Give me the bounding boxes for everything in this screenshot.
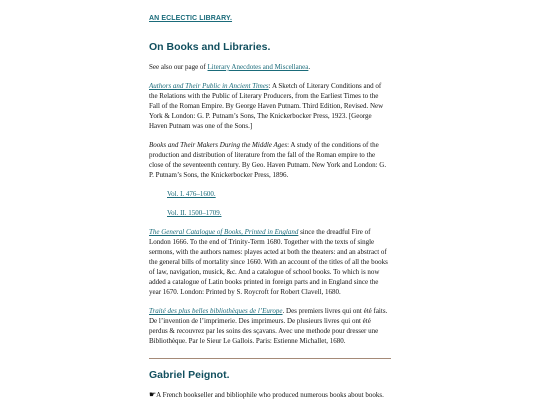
section-title: On Books and Libraries. <box>149 41 271 53</box>
see-also-suffix: . <box>308 63 311 71</box>
book-entry-traite <box>149 306 391 346</box>
book-link-authors-public[interactable] <box>149 82 269 90</box>
book-description-traite: . Des premiers livres qui ont été faits. De l’invention de l’imprimerie. Des imprimeurs. De plusieurs livres qui ont été perdus & recouvrez par les soins des sçavans. Avec une methode pour dresser une Bibliothèque. Par le Sieur Le Gallois. Paris: Estienne Michallet, 1680. <box>149 307 388 345</box>
book-description-general-catalogue: since the dreadful Fire of London 1666. To the end of Trinity-Term 1680. Together with the texts of single sermons, with the authors names: playes acted at both the theaters: and an abstract of the general bills of mortality since 1660. With an account of the titles of all the books of law, navigation, musick, &c. And a catalogue of school books. To which is now added a catalogue of Latin books printed in foreign parts and in England since the year 1670. London: Printed by S. Roycroft for Robert Clavell, 1680. <box>149 228 388 296</box>
book-entry-books-makers <box>149 140 391 180</box>
site-home-link[interactable]: AN ECLECTIC LIBRARY. <box>149 15 233 22</box>
volume-2-link[interactable]: Vol. II. 1500–1709. <box>167 209 222 217</box>
person-bio-text: A French bookseller and bibliophile who produced numerous books about books. <box>156 391 384 399</box>
book-description-authors-public: : A Sketch of Literary Conditions and of the Relations with the Public of Literary Producers, from the Earliest Times to the Fall of the Roman Empire. By George Haven Putnam. Third Edition, Revised. New York & London: G. P. Putnam’s Sons, The Knickerbocker Press, 1923. [George Haven Putnam was one of the Sons.] <box>149 82 384 130</box>
book-link-traite[interactable] <box>149 307 283 315</box>
person-heading: Gabriel Peignot. <box>149 369 230 381</box>
book-title-traite: Traité des plus belles bibliothèques de l’Europe <box>149 307 283 315</box>
book-title-authors-public: Authors and Their Public in Ancient Times <box>149 82 269 90</box>
book-entry-authors-public <box>149 81 391 131</box>
volume-item <box>167 189 391 199</box>
see-also-prefix: See also our page of <box>149 63 208 71</box>
see-also-link[interactable]: Literary Anecdotes and Miscellanea <box>207 63 309 71</box>
book-description-books-makers: : A study of the conditions of the production and distribution of literature from the fall of the Roman empire to the close of the seventeenth century. By Geo. Haven Putnam. New York and London: G. P. Putnam’s Sons, the Knickerbocker Press, 1896. <box>149 141 387 179</box>
content-column <box>149 7 391 400</box>
book-title-books-makers: Books and Their Makers During the Middle Ages <box>149 141 288 149</box>
pointing-hand-icon: ☛ <box>149 390 157 399</box>
book-entry-general-catalogue <box>149 227 391 297</box>
see-also-paragraph <box>149 62 391 72</box>
book-title-general-catalogue: The General Catalogue of Books, Printed in England <box>149 228 299 236</box>
volume-item <box>167 208 391 218</box>
person-bio <box>149 390 391 400</box>
book-link-general-catalogue[interactable] <box>149 228 298 236</box>
volume-1-link[interactable]: Vol. I. 476–1600. <box>167 190 216 198</box>
section-divider <box>149 358 391 359</box>
